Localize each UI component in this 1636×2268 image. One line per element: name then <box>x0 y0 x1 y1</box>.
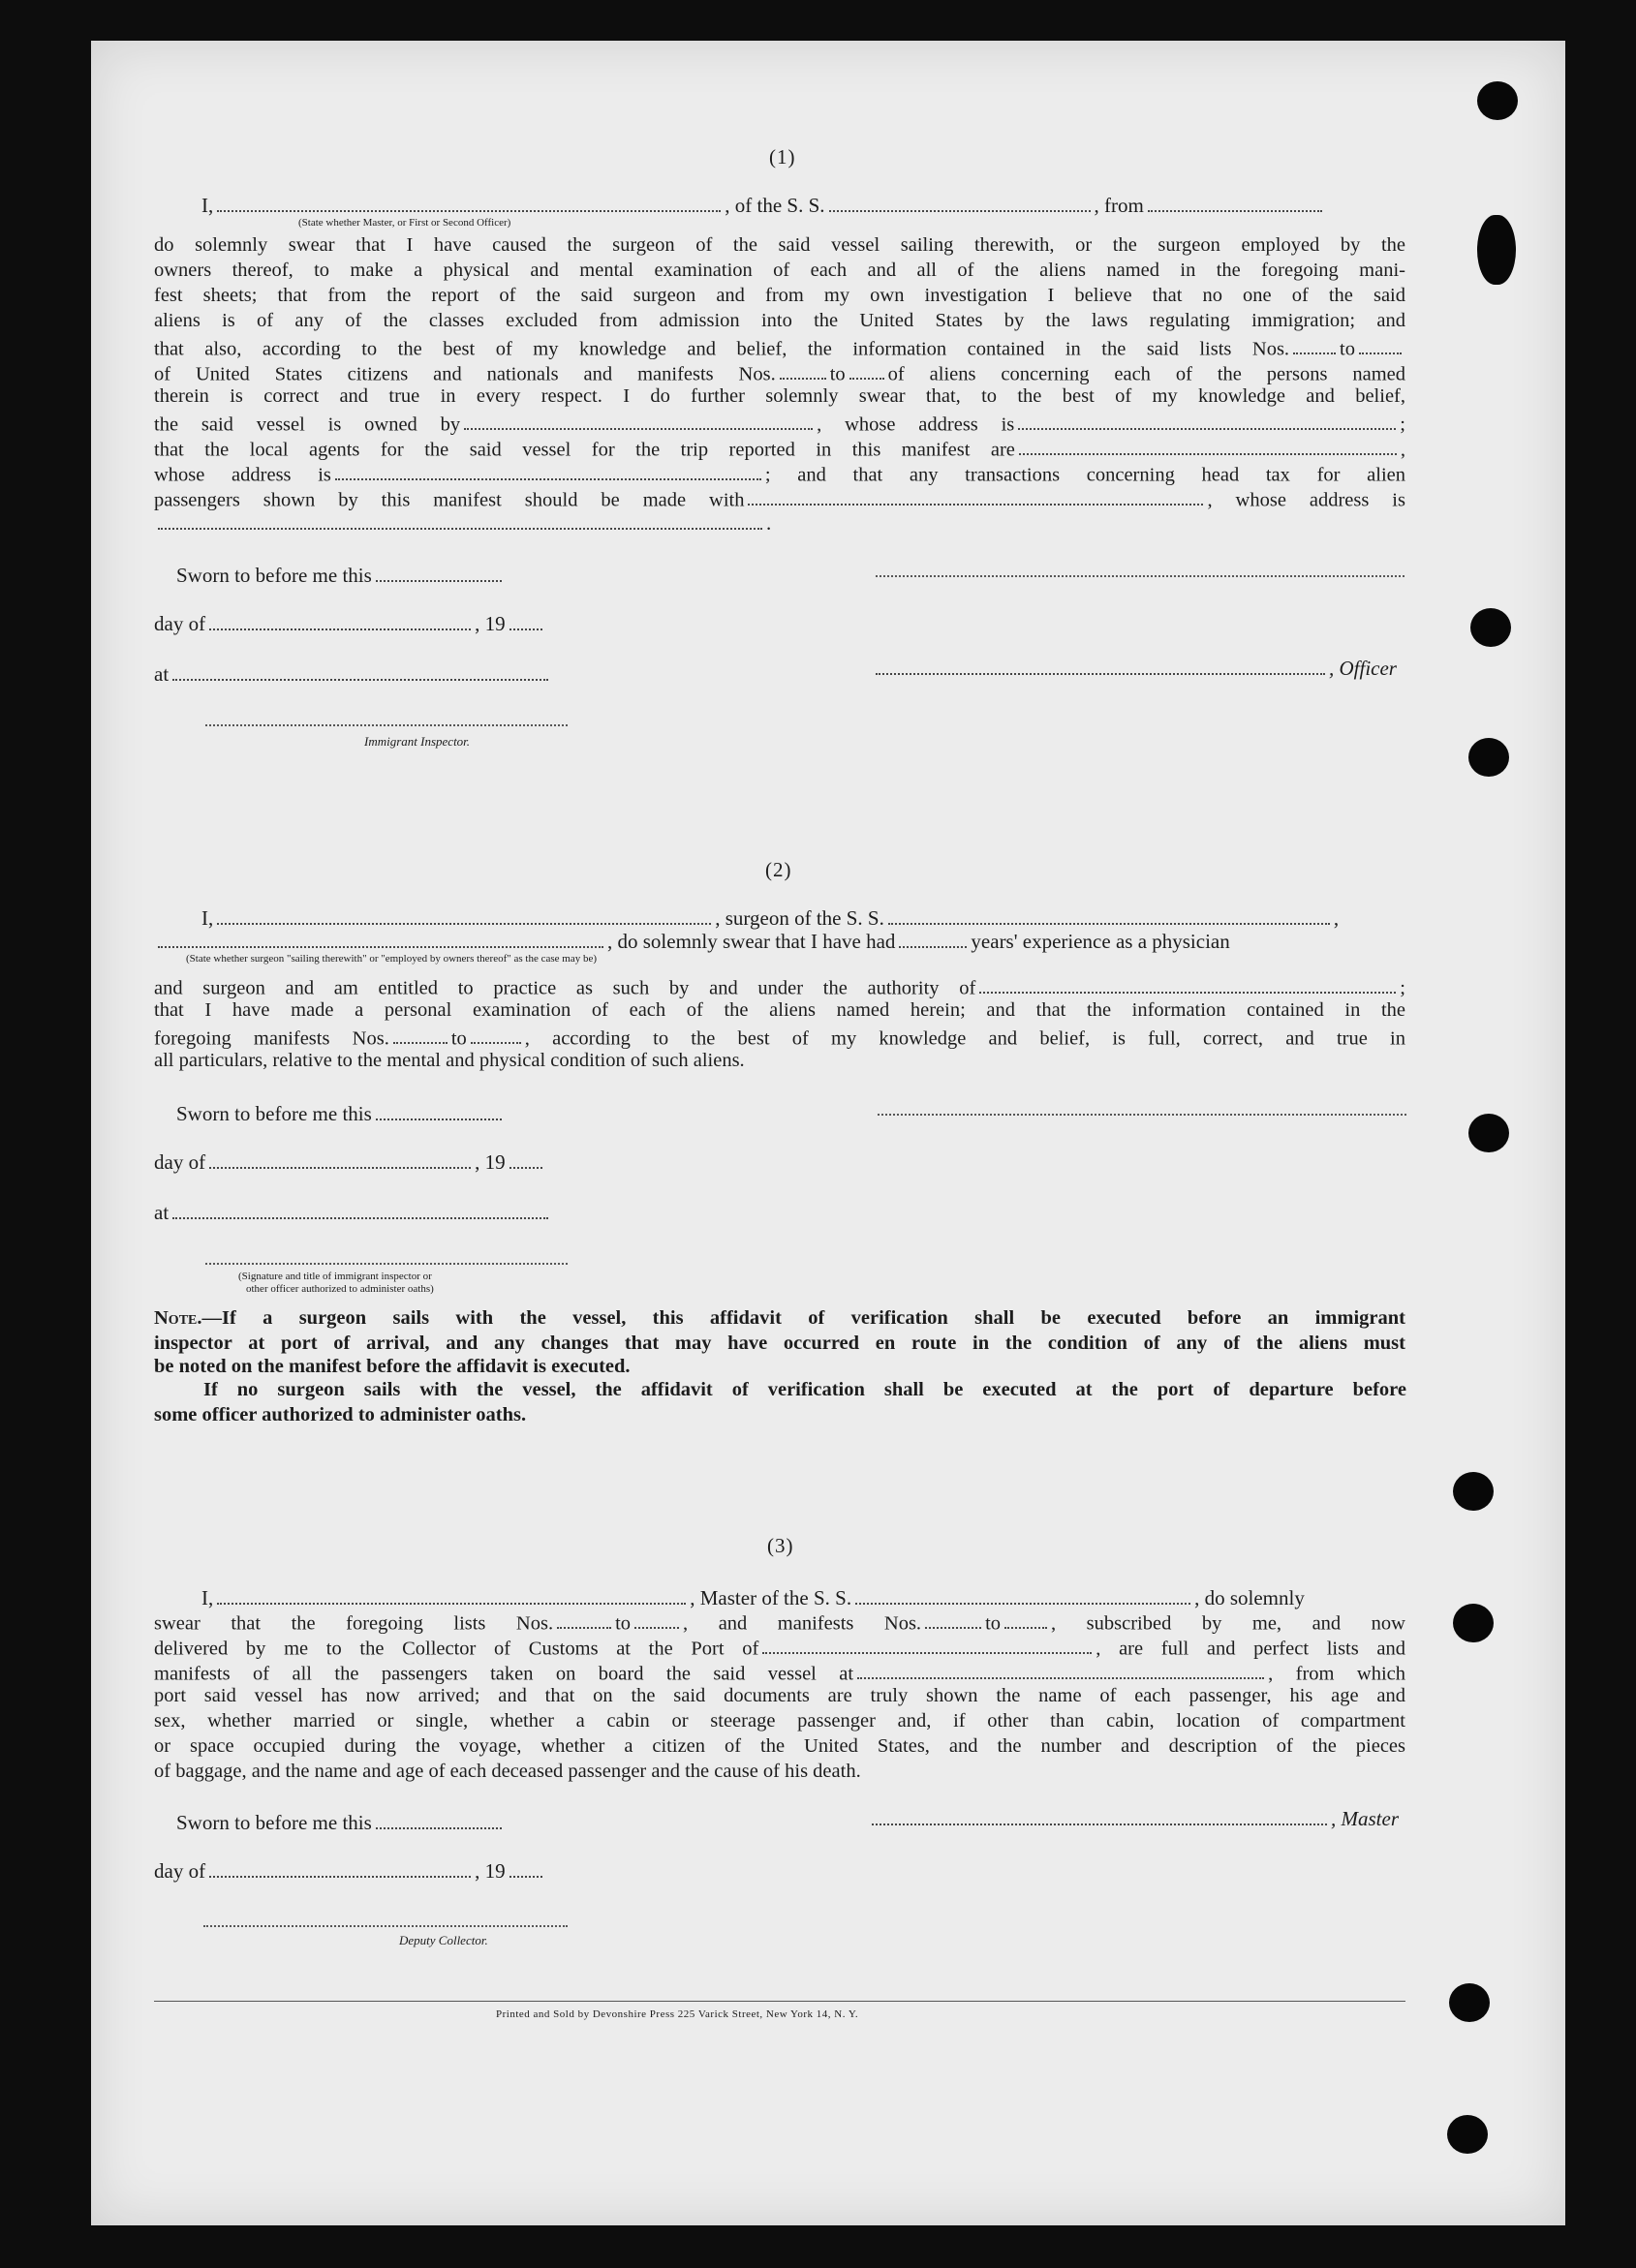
s2-line1 <box>201 904 1339 931</box>
text: , <box>1400 439 1405 461</box>
text: . <box>766 510 772 535</box>
s2-line2 <box>154 928 1230 954</box>
s1-note: (State whether Master, or First or Second Officer) <box>298 217 511 229</box>
text: of United States citizens and nationals and manifests Nos. <box>154 363 776 385</box>
s2-note-line: If no surgeon sails with the vessel, the affidavit of verification shall be executed at the port of departure before <box>203 1379 1406 1400</box>
s1-text-line: fest sheets; that from the report of the said surgeon and from my own investigation I believe that no one of the said <box>154 285 1405 306</box>
s2-note-line <box>154 1307 1405 1330</box>
s1-sworn <box>176 562 506 588</box>
text: foregoing manifests Nos. <box>154 1027 389 1050</box>
text: I, <box>201 905 214 930</box>
s2-text-line: that I have made a personal examination of each of the aliens named herein; and that the information contained in the <box>154 999 1405 1021</box>
s1-inspector-label: Immigrant Inspector. <box>364 734 471 749</box>
s2-sworn <box>176 1100 506 1126</box>
text: , 19 <box>475 611 506 635</box>
punch-hole <box>1477 215 1516 285</box>
text: , are full and perfect lists and <box>1096 1638 1405 1660</box>
text: ; and that any transactions concerning head tax for alien <box>764 464 1405 486</box>
text: , 19 <box>475 1858 506 1883</box>
s1-officer <box>872 655 1397 681</box>
s1-text-line <box>154 411 1405 436</box>
s1-text-line <box>154 360 1405 385</box>
punch-hole <box>1453 1472 1494 1511</box>
text: , according to the best of my knowledge and belief, is full, correct, and true in <box>524 1027 1405 1050</box>
s1-text-line: owners thereof, to make a physical and mental examination of each and all of the aliens named in the foregoing mani- <box>154 260 1405 281</box>
text: , whose address is <box>1207 489 1405 511</box>
s1-text-line <box>154 486 1405 511</box>
text: manifests of all the passengers taken on board the said vessel at <box>154 1663 854 1685</box>
s2-text-line: all particulars, relative to the mental and physical condition of such aliens. <box>154 1050 745 1071</box>
s3-text-line: of baggage, and the name and age of each deceased passenger and the cause of his death. <box>154 1761 861 1782</box>
printer-footer: Printed and Sold by Devonshire Press 225 Varick Street, New York 14, N. Y. <box>496 2008 859 2020</box>
text: , do solemnly <box>1194 1585 1305 1609</box>
text: , whose address is <box>817 414 1015 436</box>
text: that also, according to the best of my knowledge and belief, the information contained in the said lists Nos. <box>154 338 1290 360</box>
s3-text-line: sex, whether married or single, whether a cabin or steerage passenger and, if other than cabin, location of compartment <box>154 1710 1405 1732</box>
footer-rule <box>154 2001 1405 2002</box>
s2-signature-line <box>878 1114 1406 1116</box>
s2-sig-caption: other officer authorized to administer oaths) <box>246 1283 434 1295</box>
text: day of <box>154 1858 206 1883</box>
text: at <box>154 1200 170 1224</box>
s1-at <box>154 660 552 687</box>
text: that the local agents for the said vessel for the trip reported in this manifest are <box>154 439 1015 461</box>
s2-day-of <box>154 1149 546 1175</box>
s1-inspector-line <box>205 724 568 726</box>
s1-text-line <box>154 335 1405 360</box>
text: to <box>829 363 846 385</box>
text: ; <box>1400 977 1405 999</box>
text: —If a surgeon sails with the vessel, this affidavit of verification shall be executed before an immigrant <box>201 1307 1405 1329</box>
text: Sworn to before me this <box>176 563 372 587</box>
s1-text-line: aliens is of any of the classes excluded from admission into the United States by the laws regulating immigration; and <box>154 310 1405 331</box>
text: day of <box>154 1149 206 1174</box>
text: of aliens concerning each of the persons named <box>887 363 1405 385</box>
text: Sworn to before me this <box>176 1810 372 1834</box>
text: the said vessel is owned by <box>154 414 461 436</box>
punch-hole <box>1468 1114 1509 1152</box>
text: , of the S. S. <box>725 193 825 217</box>
text: , from which <box>1268 1663 1405 1685</box>
text: , subscribed by me, and now <box>1051 1612 1405 1635</box>
s3-collector-label: Deputy Collector. <box>399 1933 488 1947</box>
s3-text-line <box>154 1609 1405 1635</box>
text: , surgeon of the S. S. <box>715 905 884 930</box>
text: to <box>450 1027 467 1050</box>
s3-text-line <box>154 1660 1405 1685</box>
note-label: Note. <box>154 1307 202 1329</box>
text: ; <box>1400 414 1405 436</box>
s3-master <box>868 1805 1399 1831</box>
s3-text-line: port said vessel has now arrived; and that on the said documents are truly shown the name of each passenger, his age and <box>154 1685 1405 1706</box>
s1-text-line <box>154 436 1405 461</box>
punch-hole <box>1477 81 1518 120</box>
text: I, <box>201 193 214 217</box>
text: passengers shown by this manifest should be made with <box>154 489 745 511</box>
text: years' experience as a physician <box>971 929 1230 953</box>
punch-hole <box>1449 1983 1490 2022</box>
s1-day-of <box>154 610 546 636</box>
s2-at <box>154 1199 552 1225</box>
s1-text-line: do solemnly swear that I have caused the surgeon of the said vessel sailing therewith, or the surgeon employed by the <box>154 234 1405 256</box>
s3-line1 <box>201 1584 1305 1610</box>
s1-signature-line <box>876 575 1404 577</box>
s3-collector-line <box>203 1925 568 1927</box>
punch-hole <box>1447 2115 1488 2154</box>
text: , Master <box>1331 1806 1399 1830</box>
text: , Master of the S. S. <box>690 1585 852 1609</box>
s1-text-line <box>154 509 771 536</box>
s2-signature-title-line <box>205 1263 568 1265</box>
s1-text-line <box>154 461 1405 486</box>
s2-note-line: some officer authorized to administer oaths. <box>154 1404 527 1425</box>
text: whose address is <box>154 464 331 486</box>
s2-text-line <box>154 1025 1405 1050</box>
punch-hole <box>1453 1604 1494 1642</box>
s1-text-line: therein is correct and true in every respect. I do further solemnly swear that, to the best of my knowledge and belief, <box>154 385 1405 407</box>
s2-note-line: be noted on the manifest before the affidavit is executed. <box>154 1356 631 1377</box>
s3-day-of <box>154 1857 546 1884</box>
punch-hole <box>1470 608 1511 647</box>
s2-sig-caption: (Signature and title of immigrant inspector or <box>238 1271 432 1282</box>
s3-sworn <box>176 1809 506 1835</box>
text: , do solemnly swear that I have had <box>607 929 896 953</box>
text: to <box>985 1612 1002 1635</box>
text: to <box>615 1612 632 1635</box>
section-2-number: (2) <box>765 858 792 881</box>
text: to <box>1340 338 1355 360</box>
s2-note: (State whether surgeon "sailing therewith" or "employed by owners thereof" as the case may be) <box>186 953 598 965</box>
s1-line1 <box>201 192 1326 218</box>
text: Sworn to before me this <box>176 1101 372 1125</box>
text: swear that the foregoing lists Nos. <box>154 1612 554 1635</box>
text: and surgeon and am entitled to practice as such by and under the authority of <box>154 977 976 999</box>
s2-text-line <box>154 974 1405 999</box>
s2-note-line: inspector at port of arrival, and any changes that may have occurred en route in the condition of any of the aliens must <box>154 1333 1405 1354</box>
section-3-number: (3) <box>767 1534 794 1557</box>
text: , <box>1333 905 1340 930</box>
text: , and manifests Nos. <box>683 1612 922 1635</box>
text: , 19 <box>475 1149 506 1174</box>
s3-text-line <box>154 1635 1405 1660</box>
text: at <box>154 661 170 686</box>
text: , from <box>1094 193 1144 217</box>
text: , Officer <box>1329 656 1397 680</box>
text: day of <box>154 611 206 635</box>
section-1-number: (1) <box>769 145 796 169</box>
s3-text-line: or space occupied during the voyage, whether a citizen of the United States, and the number and description of the pieces <box>154 1735 1405 1757</box>
text: delivered by me to the Collector of Customs at the Port of <box>154 1638 759 1660</box>
punch-hole <box>1468 738 1509 777</box>
text: I, <box>201 1585 214 1609</box>
